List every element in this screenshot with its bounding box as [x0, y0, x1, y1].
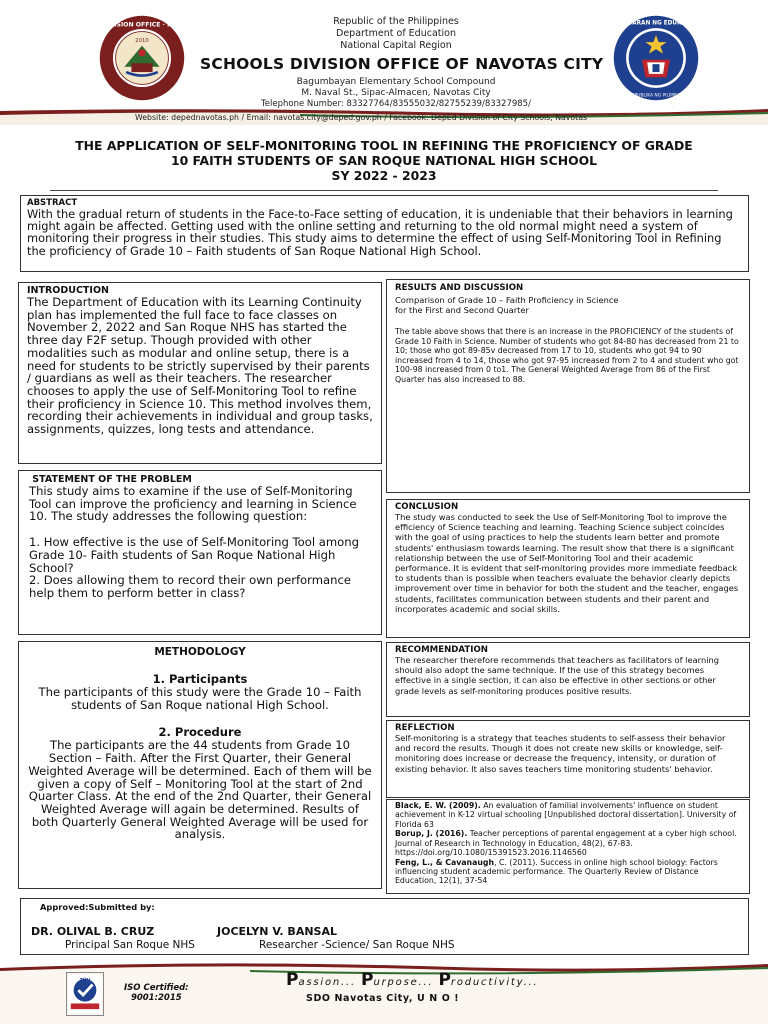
tagline-p2: P [360, 970, 374, 990]
results-caption [395, 295, 741, 315]
problem-question-2: 2. Does allowing them to record their own performance help them to perform better in class? [29, 573, 351, 600]
title-line-2: 10 FAITH STUDENTS OF SAN ROQUE NATIONAL HIGH SCHOOL [170, 153, 598, 168]
approver-name: DR. OLIVAL B. CRUZ [31, 925, 155, 938]
website-email-line: Website: depednavotas.ph / Email: navotas.city@deped.gov.ph / Facebook: DepEd Division of City Schools, Navotas [135, 113, 588, 122]
telephone-line: Telephone Number: 83327764/83555032/82755239/83327985/ [261, 99, 531, 109]
tagline [286, 970, 539, 990]
deped-seal-icon [608, 14, 704, 102]
problem-heading: STATEMENT OF THE PROBLEM [29, 474, 192, 485]
iso-line-1: ISO Certified: [124, 983, 189, 993]
abstract-text: With the gradual return of students in the Face-to-Face setting of education, it is undeniable that their behaviors in learning might again be affected. Getting used with the online setting and returning to the old normal might need a system of monitoring their progress in their studies. This study aims to determine the effect of using Self-Monitoring Tool in Refining the proficiency of Grade 10 – Faith students of San Roque National High School. [27, 207, 733, 258]
seal-right-bottom-text: REPUBLIKA NG PILIPINAS [628, 93, 684, 99]
letterhead-text [196, 16, 604, 110]
researcher-role: Researcher -Science/ San Roque NHS [259, 939, 455, 951]
problem-question-1: 1. How effective is the use of Self-Monitoring Tool among Grade 10- Faith students of San Roque National High School? [29, 535, 359, 575]
recommendation-heading: RECOMMENDATION [395, 645, 488, 655]
reflection-section [386, 720, 750, 798]
researcher-name: JOCELYN V. BANSAL [217, 925, 337, 938]
office-name: SCHOOLS DIVISION OFFICE OF NAVOTAS CITY [200, 55, 604, 73]
tuv-certification-logo [66, 972, 104, 1016]
address-line: M. Naval St., Sipac-Almacen, Navotas City [301, 88, 491, 98]
methodology-section [18, 641, 382, 889]
procedure-text: The participants are the 44 students from Grade 10 Section – Faith. After the First Quarter, their General Weighted Average will be determined. Each of them will be given a copy of Self – Monitoring Tool at the start of 2nd Quarter Class. At the end of the 2nd Quarter, their General Weighted Average will again be determined. Results of both Quarterly General Weighted Average will be used for analysis. [28, 738, 372, 842]
recommendation-text: The researcher therefore recommends that teachers as facilitators of learning should also adopt the same technique. If the use of this strategy becomes effective in a single section, it can also be effective in other sections or other grade levels as self-monitoring produces positive results. [395, 655, 720, 696]
reference-item: Borup, J. (2016). Teacher perceptions of parental engagement at a cyber high school. Journal of Research in Technology in Education, 48(2), 67-83. https://doi.org/10.1080/15391523.2016.1146560 [395, 829, 737, 857]
reflection-text: Self-monitoring is a strategy that teaches students to self-assess their behavior and record the results. Though it does not create new skills or knowledge, self-monitoring does increase or decrease the frequency, intensity, or duration of existing behavior. It also saves teachers time monitoring students' behavior. [395, 733, 726, 774]
letterhead [0, 0, 768, 126]
footer-band [0, 958, 768, 1024]
introduction-text: The Department of Education with its Learning Continuity plan has implemented the full face to face classes on November 2, 2022 and San Roque NHS has started the three day F2F setup. Though provided with other modalities such as modular and online setup, there is a need for students to be strictly supervised by their parents / guardians as well as their teachers. The researcher chooses to apply the use of Self-Monitoring Tool to refine their proficiency in Science 10. This method involves them, recording their achievements in individual and group tasks, assignments, quizzes, long tests and attendance. [27, 295, 373, 437]
iso-line-2: 9001:2015 [130, 993, 182, 1003]
tagline-productivity: roductivity... [450, 977, 539, 988]
sdo-navotas-seal-icon [67, 14, 217, 102]
seal-left-top-text: SCHOOLS DIVISION OFFICE · NAVOTAS CITY [67, 21, 217, 29]
approval-section [20, 898, 749, 955]
recommendation-section [386, 642, 750, 717]
reference-item: Feng, L., & Cavanaugh, C. (2011). Success in online high school biology: Factors influencing student academic performance. The Quarterly Review of Distance Education, 12(1), 37-54 [395, 857, 718, 886]
approver-role: Principal San Roque NHS [65, 939, 195, 951]
certification-mark-icon [67, 973, 103, 1015]
reference-item: Black, E. W. (2009). An evaluation of familial involvements' influence on student achievement in K-12 virtual schooling [Unpublished doctoral dissertation]. University of Florida 63 [395, 801, 737, 829]
introduction-section [18, 282, 382, 464]
tagline-p3: P [438, 970, 451, 990]
reflection-heading: REFLECTION [395, 723, 455, 733]
tagline-passion: assion... [298, 977, 356, 988]
results-caption-line-1: Comparison of Grade 10 – Faith Proficiency in Science [395, 295, 619, 305]
results-section [386, 279, 750, 493]
cert-logo-text: TÜV [79, 978, 91, 984]
seal-left-year: 2010 [135, 38, 149, 45]
title-divider [50, 190, 718, 191]
seal-right-top-text: KAGAWARAN NG EDUKASYON [608, 20, 704, 27]
conclusion-heading: CONCLUSION [395, 502, 459, 512]
conclusion-section [386, 499, 750, 638]
references-section [386, 799, 750, 894]
compound-line: Bagumbayan Elementary School Compound [296, 77, 496, 87]
conclusion-text: The study was conducted to seek the Use of Self-Monitoring Tool to improve the efficiency of Science teaching and learning. Teaching Science subject coincides with the goal of using practices to help the students learn better and promote students' enthusiasm towards learning. The result show that there is a significant relationship between the use of Self-Monitoring Tool and their academic performance. It is evident that self-monitoring provides more immediate feedback to students than is possible when teachers evaluate the behavior clearly depicts improvement over time in behavior for both the student and the teacher, engages students, facilitates communication between students and their parent and incorporates academic and social skills. [395, 512, 739, 614]
abstract-heading: ABSTRACT [27, 198, 78, 208]
region-line: National Capital Region [340, 40, 452, 51]
problem-intro: This study aims to examine if the use of Self-Monitoring Tool can improve the proficiency and learning in Science 10. The study addresses the following question: [29, 484, 357, 524]
iso-certified-label [124, 983, 189, 1003]
participants-subheading: 1. Participants [152, 672, 248, 686]
sdo-motto: SDO Navotas City, U N O ! [306, 993, 460, 1004]
title-line-1: THE APPLICATION OF SELF-MONITORING TOOL IN REFINING THE PROFICIENCY OF GRADE [75, 138, 693, 153]
republic-line: Republic of the Philippines [333, 16, 459, 27]
results-heading: RESULTS AND DISCUSSION [395, 283, 524, 293]
abstract-section [20, 195, 749, 272]
statement-of-problem-section [18, 470, 382, 635]
results-caption-line-2: for the First and Second Quarter [395, 305, 529, 315]
results-text: The table above shows that there is an increase in the PROFICIENCY of the students of Grade 10 Faith in Science. Number of students who got 84-80 has decreased from 21 to 10; those who got 89-85v decreased from 17 to 10, students who got 94 to 90 increased from 4 to 14, those who got 97-95 increased from 2 to 4 and student who got 100-98 increased from 0 to1. The General Weighted Average from 86 of the First Quarter has also increased to 88. [395, 327, 739, 384]
procedure-subheading: 2. Procedure [158, 725, 242, 740]
introduction-heading: INTRODUCTION [27, 285, 109, 296]
methodology-heading: METHODOLOGY [154, 646, 246, 658]
approval-label: Approved:Submitted by: [40, 902, 155, 912]
tagline-purpose: urpose... [373, 977, 434, 988]
department-line: Department of Education [336, 28, 456, 39]
title-line-3: SY 2022 - 2023 [331, 168, 437, 183]
tagline-p1: P [286, 970, 299, 990]
paper-title [30, 138, 738, 183]
participants-text: The participants of this study were the Grade 10 – Faith students of San Roque national High School. [38, 685, 362, 712]
